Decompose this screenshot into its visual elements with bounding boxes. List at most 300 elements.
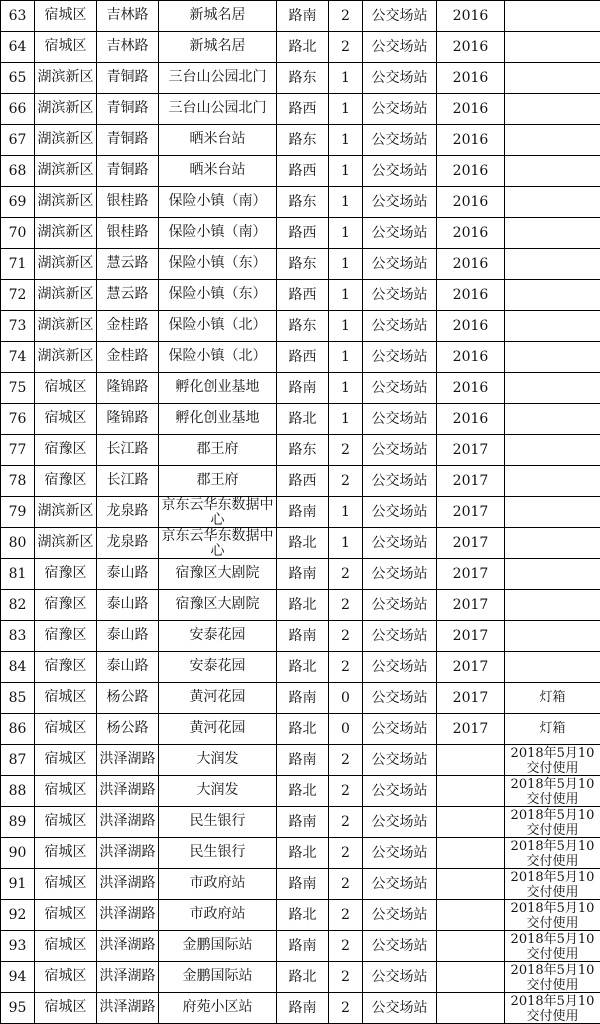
cell-side: 路西 xyxy=(277,218,329,249)
cell-district-text: 宿城区 xyxy=(35,373,96,403)
cell-count: 1 xyxy=(329,94,363,125)
cell-remark xyxy=(505,1,600,32)
cell-number: 85 xyxy=(1,683,35,714)
cell-district xyxy=(35,311,97,342)
cell-site-text: 金鹏国际站 xyxy=(159,962,276,992)
cell-district-text: 湖滨新区 xyxy=(35,280,96,310)
cell-number: 74 xyxy=(1,342,35,373)
cell-remark-text: 2018年5月10交付使用 xyxy=(505,962,600,992)
cell-remark-text xyxy=(505,435,600,465)
cell-count: 1 xyxy=(329,187,363,218)
cell-district-text: 湖滨新区 xyxy=(35,94,96,124)
table-row xyxy=(1,249,600,280)
cell-district xyxy=(35,714,97,745)
cell-road-text: 吉林路 xyxy=(97,32,158,62)
cell-site-text: 黄河花园 xyxy=(159,683,276,713)
cell-district xyxy=(35,962,97,993)
cell-district-text: 湖滨新区 xyxy=(35,156,96,186)
cell-type: 公交场站 xyxy=(363,342,437,373)
cell-remark-text: 2018年5月10交付使用 xyxy=(505,869,600,899)
cell-remark-text xyxy=(505,32,600,62)
cell-side: 路东 xyxy=(277,311,329,342)
cell-count: 2 xyxy=(329,559,363,590)
cell-site-text: 孵化创业基地 xyxy=(159,373,276,403)
cell-count: 2 xyxy=(329,869,363,900)
cell-site xyxy=(159,528,277,559)
cell-site-text: 三台山公园北门 xyxy=(159,63,276,93)
cell-count: 2 xyxy=(329,900,363,931)
cell-site-text: 宿豫区大剧院 xyxy=(159,559,276,589)
cell-road xyxy=(97,962,159,993)
cell-district-text: 宿城区 xyxy=(35,404,96,434)
cell-number: 95 xyxy=(1,993,35,1024)
table-row xyxy=(1,652,600,683)
cell-site-text: 郡王府 xyxy=(159,466,276,496)
cell-type: 公交场站 xyxy=(363,404,437,435)
cell-number: 91 xyxy=(1,869,35,900)
cell-remark-text: 2018年5月10交付使用 xyxy=(505,900,600,930)
cell-site xyxy=(159,714,277,745)
cell-district xyxy=(35,125,97,156)
cell-remark xyxy=(505,125,600,156)
cell-type: 公交场站 xyxy=(363,931,437,962)
cell-type: 公交场站 xyxy=(363,187,437,218)
cell-count: 2 xyxy=(329,962,363,993)
cell-site-text: 大润发 xyxy=(159,776,276,806)
cell-count: 2 xyxy=(329,466,363,497)
cell-type: 公交场站 xyxy=(363,807,437,838)
cell-year: 2016 xyxy=(437,342,505,373)
cell-side: 路南 xyxy=(277,621,329,652)
cell-number: 69 xyxy=(1,187,35,218)
cell-road-text: 青铜路 xyxy=(97,156,158,186)
cell-district xyxy=(35,776,97,807)
cell-road-text: 洪泽湖路 xyxy=(97,869,158,899)
cell-site xyxy=(159,621,277,652)
cell-remark xyxy=(505,559,600,590)
cell-site-text: 金鹏国际站 xyxy=(159,931,276,961)
cell-site-text: 民生银行 xyxy=(159,807,276,837)
cell-number: 93 xyxy=(1,931,35,962)
cell-side: 路南 xyxy=(277,745,329,776)
cell-road xyxy=(97,776,159,807)
cell-district-text: 宿豫区 xyxy=(35,466,96,496)
cell-type: 公交场站 xyxy=(363,590,437,621)
cell-count: 1 xyxy=(329,249,363,280)
cell-type: 公交场站 xyxy=(363,32,437,63)
cell-road xyxy=(97,466,159,497)
cell-side: 路南 xyxy=(277,373,329,404)
cell-district-text: 湖滨新区 xyxy=(35,249,96,279)
cell-road xyxy=(97,931,159,962)
cell-road xyxy=(97,1,159,32)
cell-district-text: 宿豫区 xyxy=(35,652,96,682)
table-row xyxy=(1,683,600,714)
cell-site-text: 保险小镇（北） xyxy=(159,342,276,372)
cell-side: 路西 xyxy=(277,466,329,497)
cell-count: 1 xyxy=(329,373,363,404)
cell-road xyxy=(97,838,159,869)
cell-number: 77 xyxy=(1,435,35,466)
cell-district xyxy=(35,621,97,652)
cell-year xyxy=(437,745,505,776)
cell-site xyxy=(159,776,277,807)
table-row xyxy=(1,807,600,838)
cell-year: 2017 xyxy=(437,466,505,497)
cell-remark-text: 灯箱 xyxy=(505,683,600,713)
cell-remark xyxy=(505,900,600,931)
cell-type: 公交场站 xyxy=(363,63,437,94)
cell-remark-text: 2018年5月10交付使用 xyxy=(505,807,600,837)
cell-district-text: 宿城区 xyxy=(35,776,96,806)
cell-district xyxy=(35,807,97,838)
cell-road xyxy=(97,32,159,63)
cell-type: 公交场站 xyxy=(363,466,437,497)
cell-side: 路南 xyxy=(277,1,329,32)
cell-district-text: 湖滨新区 xyxy=(35,125,96,155)
table-row xyxy=(1,900,600,931)
cell-side: 路西 xyxy=(277,342,329,373)
cell-district xyxy=(35,497,97,528)
cell-district-text: 宿城区 xyxy=(35,900,96,930)
cell-road xyxy=(97,404,159,435)
table-body xyxy=(1,1,600,1024)
cell-road xyxy=(97,373,159,404)
table-row xyxy=(1,1,600,32)
table-row xyxy=(1,435,600,466)
cell-year: 2016 xyxy=(437,218,505,249)
cell-count: 2 xyxy=(329,838,363,869)
cell-site-text: 新城名居 xyxy=(159,32,276,62)
cell-count: 2 xyxy=(329,652,363,683)
cell-road xyxy=(97,63,159,94)
cell-site-text: 三台山公园北门 xyxy=(159,94,276,124)
cell-number: 64 xyxy=(1,32,35,63)
cell-type: 公交场站 xyxy=(363,125,437,156)
cell-district-text: 宿豫区 xyxy=(35,435,96,465)
cell-district-text: 湖滨新区 xyxy=(35,218,96,248)
cell-road xyxy=(97,497,159,528)
cell-road xyxy=(97,807,159,838)
cell-remark-text xyxy=(505,497,600,527)
cell-site-text: 保险小镇（北） xyxy=(159,311,276,341)
cell-remark-text: 2018年5月10交付使用 xyxy=(505,931,600,961)
cell-district xyxy=(35,683,97,714)
cell-remark xyxy=(505,342,600,373)
cell-site-text: 府苑小区站 xyxy=(159,993,276,1023)
cell-type: 公交场站 xyxy=(363,962,437,993)
cell-road xyxy=(97,342,159,373)
table-row xyxy=(1,714,600,745)
cell-district-text: 湖滨新区 xyxy=(35,187,96,217)
cell-district-text: 宿城区 xyxy=(35,32,96,62)
cell-number: 87 xyxy=(1,745,35,776)
cell-type: 公交场站 xyxy=(363,776,437,807)
cell-number: 73 xyxy=(1,311,35,342)
cell-road-text: 隆锦路 xyxy=(97,404,158,434)
cell-remark xyxy=(505,187,600,218)
cell-remark xyxy=(505,807,600,838)
cell-year: 2017 xyxy=(437,714,505,745)
cell-site-text: 保险小镇（东） xyxy=(159,280,276,310)
cell-remark-text xyxy=(505,280,600,310)
table-row xyxy=(1,32,600,63)
cell-road xyxy=(97,745,159,776)
cell-side: 路南 xyxy=(277,497,329,528)
cell-district xyxy=(35,838,97,869)
cell-year: 2017 xyxy=(437,683,505,714)
cell-side: 路北 xyxy=(277,32,329,63)
cell-district xyxy=(35,869,97,900)
cell-road xyxy=(97,311,159,342)
table-row xyxy=(1,94,600,125)
cell-site xyxy=(159,466,277,497)
cell-remark-text: 2018年5月10交付使用 xyxy=(505,745,600,775)
cell-road-text: 杨公路 xyxy=(97,714,158,744)
cell-remark-text xyxy=(505,652,600,682)
cell-road-text: 龙泉路 xyxy=(97,497,158,527)
cell-road-text: 洪泽湖路 xyxy=(97,838,158,868)
cell-remark-text: 2018年5月10交付使用 xyxy=(505,776,600,806)
cell-district xyxy=(35,993,97,1024)
cell-remark-text xyxy=(505,373,600,403)
cell-site-text: 安泰花园 xyxy=(159,621,276,651)
cell-remark xyxy=(505,652,600,683)
cell-remark-text xyxy=(505,559,600,589)
cell-type: 公交场站 xyxy=(363,528,437,559)
table-row xyxy=(1,869,600,900)
table-row xyxy=(1,342,600,373)
cell-number: 71 xyxy=(1,249,35,280)
cell-site xyxy=(159,435,277,466)
cell-district-text: 湖滨新区 xyxy=(35,311,96,341)
cell-count: 2 xyxy=(329,993,363,1024)
cell-number: 82 xyxy=(1,590,35,621)
cell-road-text: 洪泽湖路 xyxy=(97,745,158,775)
cell-district xyxy=(35,280,97,311)
cell-remark xyxy=(505,497,600,528)
cell-district xyxy=(35,1,97,32)
cell-remark-text: 2018年5月10交付使用 xyxy=(505,993,600,1023)
cell-number: 67 xyxy=(1,125,35,156)
cell-district xyxy=(35,187,97,218)
cell-side: 路西 xyxy=(277,280,329,311)
cell-number: 68 xyxy=(1,156,35,187)
cell-number: 75 xyxy=(1,373,35,404)
cell-year xyxy=(437,869,505,900)
table-row xyxy=(1,559,600,590)
cell-road xyxy=(97,621,159,652)
cell-district xyxy=(35,931,97,962)
cell-site-text: 黄河花园 xyxy=(159,714,276,744)
cell-side: 路北 xyxy=(277,962,329,993)
cell-number: 63 xyxy=(1,1,35,32)
cell-number: 94 xyxy=(1,962,35,993)
cell-road-text: 泰山路 xyxy=(97,652,158,682)
cell-district xyxy=(35,63,97,94)
cell-road-text: 泰山路 xyxy=(97,559,158,589)
cell-year: 2016 xyxy=(437,404,505,435)
cell-count: 0 xyxy=(329,683,363,714)
cell-site xyxy=(159,869,277,900)
cell-site xyxy=(159,559,277,590)
cell-count: 1 xyxy=(329,63,363,94)
table-row xyxy=(1,218,600,249)
cell-number: 90 xyxy=(1,838,35,869)
cell-year: 2017 xyxy=(437,652,505,683)
cell-year xyxy=(437,900,505,931)
cell-district xyxy=(35,373,97,404)
cell-district xyxy=(35,559,97,590)
cell-site xyxy=(159,156,277,187)
cell-site xyxy=(159,94,277,125)
cell-count: 2 xyxy=(329,590,363,621)
cell-road-text: 隆锦路 xyxy=(97,373,158,403)
cell-district-text: 宿城区 xyxy=(35,962,96,992)
cell-remark xyxy=(505,311,600,342)
cell-type: 公交场站 xyxy=(363,1,437,32)
cell-side: 路东 xyxy=(277,435,329,466)
cell-count: 1 xyxy=(329,311,363,342)
cell-year: 2016 xyxy=(437,373,505,404)
cell-road-text: 洪泽湖路 xyxy=(97,900,158,930)
cell-side: 路北 xyxy=(277,652,329,683)
cell-district xyxy=(35,218,97,249)
cell-road xyxy=(97,187,159,218)
cell-count: 0 xyxy=(329,714,363,745)
cell-site xyxy=(159,373,277,404)
cell-road xyxy=(97,249,159,280)
cell-district xyxy=(35,32,97,63)
cell-year xyxy=(437,776,505,807)
cell-count: 2 xyxy=(329,32,363,63)
cell-type: 公交场站 xyxy=(363,373,437,404)
cell-site xyxy=(159,590,277,621)
table-row xyxy=(1,311,600,342)
cell-remark-text xyxy=(505,311,600,341)
cell-road-text: 长江路 xyxy=(97,435,158,465)
cell-remark-text: 灯箱 xyxy=(505,714,600,744)
cell-district-text: 宿城区 xyxy=(35,807,96,837)
cell-type: 公交场站 xyxy=(363,280,437,311)
cell-district-text: 宿豫区 xyxy=(35,559,96,589)
cell-road xyxy=(97,125,159,156)
cell-road-text: 龙泉路 xyxy=(97,528,158,558)
cell-number: 83 xyxy=(1,621,35,652)
cell-remark xyxy=(505,683,600,714)
cell-site-text: 市政府站 xyxy=(159,869,276,899)
cell-district-text: 湖滨新区 xyxy=(35,63,96,93)
cell-count: 1 xyxy=(329,404,363,435)
cell-year xyxy=(437,993,505,1024)
cell-year xyxy=(437,931,505,962)
table-row xyxy=(1,745,600,776)
cell-year xyxy=(437,807,505,838)
cell-side: 路西 xyxy=(277,156,329,187)
cell-count: 1 xyxy=(329,280,363,311)
table-row xyxy=(1,621,600,652)
cell-road xyxy=(97,714,159,745)
cell-district-text: 宿城区 xyxy=(35,745,96,775)
cell-road xyxy=(97,528,159,559)
cell-remark xyxy=(505,838,600,869)
table-row xyxy=(1,373,600,404)
cell-district xyxy=(35,342,97,373)
cell-side: 路北 xyxy=(277,528,329,559)
cell-site xyxy=(159,1,277,32)
cell-site-text: 大润发 xyxy=(159,745,276,775)
table-row xyxy=(1,590,600,621)
cell-road xyxy=(97,652,159,683)
cell-road-text: 慧云路 xyxy=(97,249,158,279)
cell-remark-text xyxy=(505,94,600,124)
cell-year: 2017 xyxy=(437,590,505,621)
cell-remark-text xyxy=(505,621,600,651)
cell-side: 路西 xyxy=(277,94,329,125)
cell-count: 1 xyxy=(329,528,363,559)
cell-year: 2016 xyxy=(437,94,505,125)
cell-year: 2016 xyxy=(437,32,505,63)
cell-remark xyxy=(505,869,600,900)
cell-district xyxy=(35,94,97,125)
cell-road xyxy=(97,94,159,125)
table-row xyxy=(1,156,600,187)
cell-remark xyxy=(505,528,600,559)
cell-site-text: 民生银行 xyxy=(159,838,276,868)
cell-road-text: 青铜路 xyxy=(97,125,158,155)
cell-remark xyxy=(505,280,600,311)
cell-site xyxy=(159,807,277,838)
cell-road xyxy=(97,683,159,714)
cell-remark xyxy=(505,745,600,776)
table-row xyxy=(1,63,600,94)
table-row xyxy=(1,838,600,869)
cell-site xyxy=(159,342,277,373)
cell-count: 1 xyxy=(329,125,363,156)
cell-remark xyxy=(505,466,600,497)
cell-year: 2017 xyxy=(437,559,505,590)
cell-district-text: 宿城区 xyxy=(35,931,96,961)
cell-number: 72 xyxy=(1,280,35,311)
cell-side: 路北 xyxy=(277,900,329,931)
cell-road xyxy=(97,218,159,249)
cell-remark xyxy=(505,714,600,745)
cell-side: 路南 xyxy=(277,869,329,900)
cell-remark xyxy=(505,590,600,621)
cell-road xyxy=(97,280,159,311)
cell-road-text: 金桂路 xyxy=(97,311,158,341)
cell-district xyxy=(35,590,97,621)
cell-site xyxy=(159,993,277,1024)
cell-type: 公交场站 xyxy=(363,311,437,342)
cell-year: 2017 xyxy=(437,497,505,528)
cell-road-text: 金桂路 xyxy=(97,342,158,372)
cell-road-text: 银桂路 xyxy=(97,187,158,217)
cell-district-text: 宿城区 xyxy=(35,993,96,1023)
cell-type: 公交场站 xyxy=(363,94,437,125)
cell-year: 2017 xyxy=(437,621,505,652)
table-row xyxy=(1,776,600,807)
cell-site xyxy=(159,838,277,869)
cell-number: 92 xyxy=(1,900,35,931)
cell-road-text: 慧云路 xyxy=(97,280,158,310)
cell-site xyxy=(159,311,277,342)
cell-type: 公交场站 xyxy=(363,652,437,683)
cell-remark xyxy=(505,373,600,404)
cell-district xyxy=(35,249,97,280)
cell-road-text: 青铜路 xyxy=(97,63,158,93)
cell-count: 2 xyxy=(329,807,363,838)
